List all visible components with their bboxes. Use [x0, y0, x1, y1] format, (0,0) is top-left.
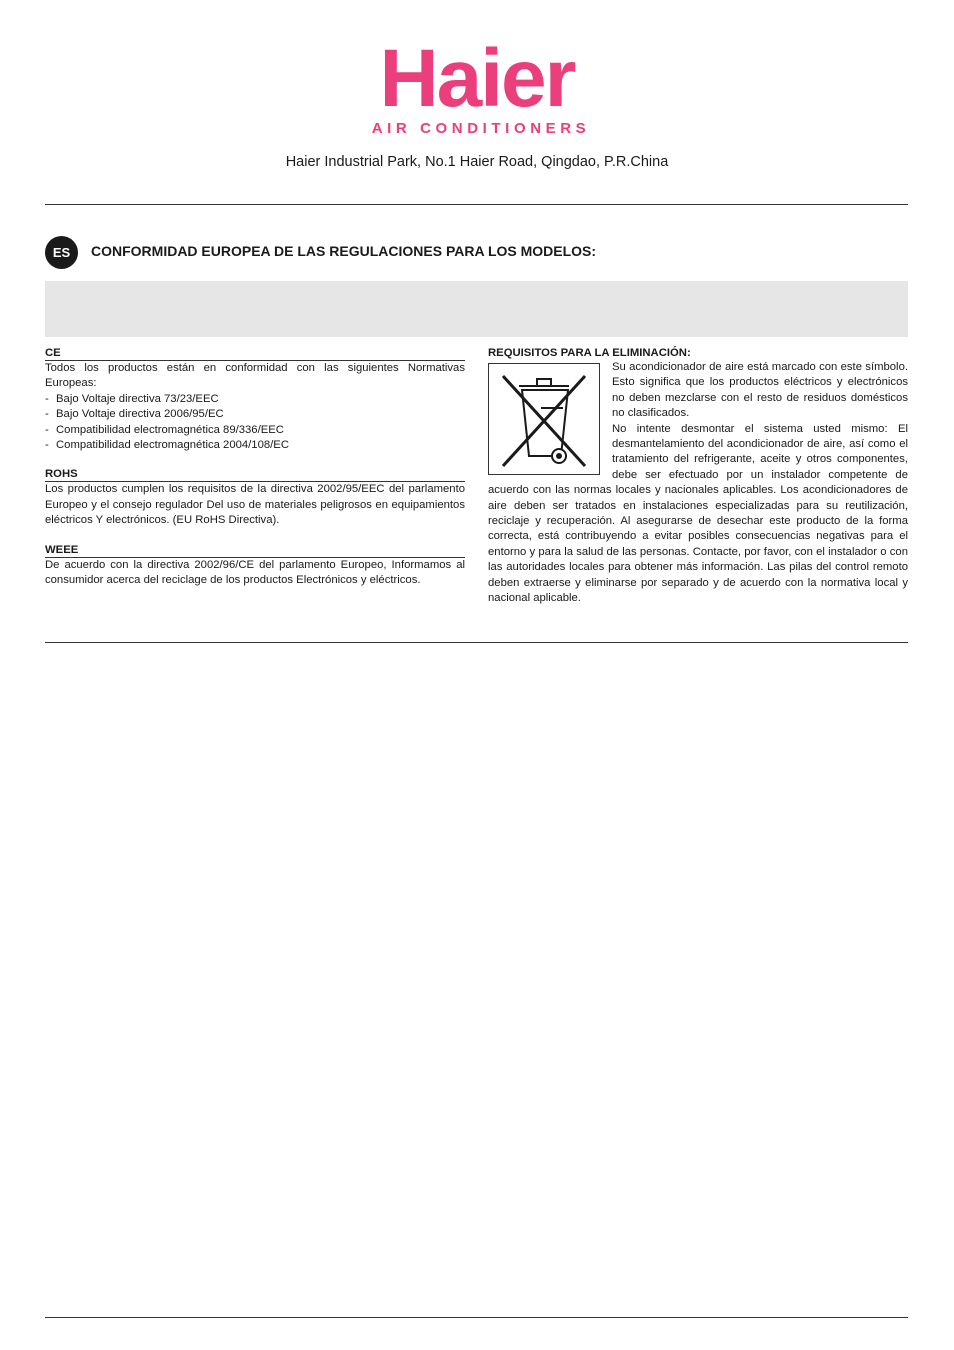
- rohs-section: [45, 467, 465, 528]
- conformity-title: CONFORMIDAD EUROPEA DE LAS REGULACIONES PARA LOS MODELOS:: [91, 243, 597, 259]
- models-box: [45, 281, 908, 337]
- rohs-heading: ROHS: [45, 467, 465, 482]
- weee-section: [45, 543, 465, 589]
- middle-divider: [45, 642, 908, 643]
- brand-tagline: AIR CONDITIONERS: [371, 120, 591, 137]
- disposal-heading: REQUISITOS PARA LA ELIMINACIÓN:: [488, 347, 691, 359]
- right-column: [488, 346, 908, 607]
- bottom-divider: [45, 1317, 908, 1318]
- left-column: [45, 346, 465, 602]
- top-divider: [45, 204, 908, 205]
- list-item: - Compatibilidad electromagnética 89/336/EEC: [45, 423, 465, 438]
- weee-text: De acuerdo con la directiva 2002/96/CE del parlamento Europeo, Informamos al consumidor acerca del reciclage de los productos Electrónicos y eléctricos.: [45, 558, 465, 587]
- ce-section: [45, 346, 465, 453]
- crossed-bin-icon: [488, 363, 600, 475]
- weee-heading: WEEE: [45, 543, 465, 558]
- brand-name: Haier: [379, 33, 575, 124]
- disposal-text-2: No intente desmontar el sistema usted mismo: El desmantelamiento del acondicionador de aire, así como el tratamiento del refrigerante, aceite y otros componentes, debe ser efectuado por un instalador competente de acuerdo con las normas locales y nacionales aplicables. Los acondicionadores de aire deben ser tratados en instalaciones especializadas para su reutilización, reciclaje y recuperación. Al asegurarse de desechar este producto de la forma correcta, está contribuyendo a evitar posibles consecuencias negativas para el entorno y para la salud de las personas. Contacte, por favor, con el instalador o con las autoridades locales para obtener más información. Las pilas del control remoto deben extraerse y eliminarse por separado y de acuerdo con la normativa local y nacional aplicable.: [488, 422, 908, 605]
- list-item: - Compatibilidad electromagnética 2004/108/EC: [45, 438, 465, 453]
- ce-list: [45, 392, 465, 454]
- brand-logo: [0, 33, 954, 137]
- rohs-text: Los productos cumplen los requisitos de la directiva 2002/95/EEC del parlamento Europeo y el consejo regulador Del uso de materiales peligrosos en equipamientos eléctricos Y electrónicos. (EU RoHS Directiva).: [45, 483, 465, 527]
- language-badge: ES: [45, 236, 78, 269]
- list-item: - Bajo Voltaje directiva 2006/95/EC: [45, 407, 465, 422]
- ce-intro: Todos los productos están en conformidad con las siguientes Normativas Europeas:: [45, 362, 465, 390]
- company-address: Haier Industrial Park, No.1 Haier Road, Qingdao, P.R.China: [285, 154, 669, 170]
- list-item: - Bajo Voltaje directiva 73/23/EEC: [45, 392, 465, 407]
- disposal-text-1: Su acondicionador de aire está marcado con este símbolo. Esto significa que los productos eléctricos y electrónicos no deben mezclarse con el resto de residuos domésticos no clasificados.: [612, 361, 908, 420]
- ce-heading: CE: [45, 346, 465, 361]
